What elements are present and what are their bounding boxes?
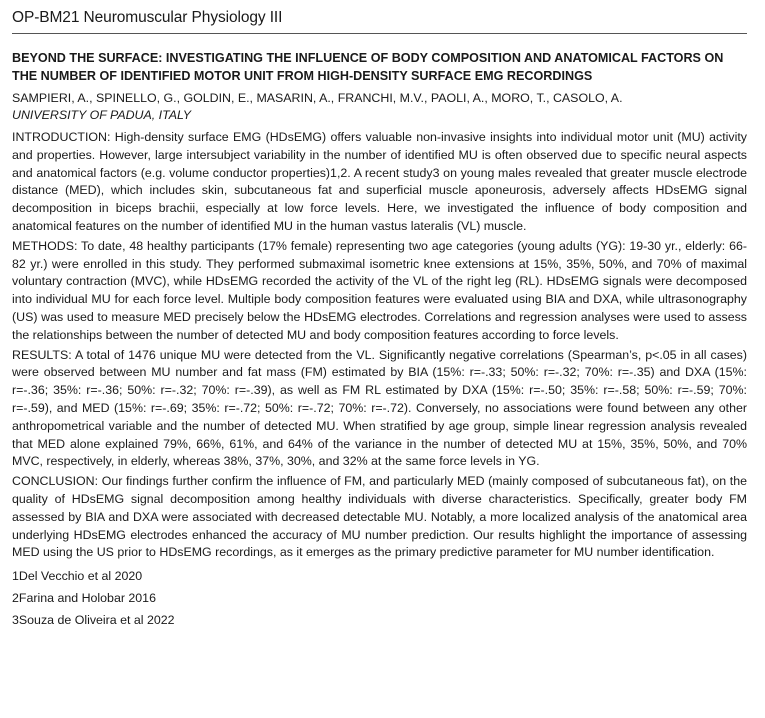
abstract-title: BEYOND THE SURFACE: INVESTIGATING THE INFLUENCE OF BODY COMPOSITION AND ANATOMICAL FACTORS ON THE NUMBER OF IDENTIFIED MOTOR UNIT FROM HIGH-DENSITY SURFACE EMG RECORDINGS — [12, 51, 724, 83]
reference-item: 3Souza de Oliveira et al 2022 — [12, 613, 175, 628]
session-header: OP-BM21 Neuromuscular Physiology III — [12, 8, 747, 34]
methods-paragraph: METHODS: To date, 48 healthy participants (17% female) representing two age categories (young adults (YG): 19-30 yr., elderly: 66-82 yr.) were enrolled in this study. They performed submaximal isometric knee extensions at 15%, 35%, 50%, and 70% of maximal voluntary contraction (MVC), while HDsEMG recorded the activity of the VL of the right leg (RL). HDsEMG signals were decomposed into individual MU for each force level. Multiple body composition features were evaluated using BIA and DXA, while ultrasonography (US) was used to measure MED precisely below the HDsEMG electrodes. Correlations and regression analyses were used to assess the relationships between the number of detected MU and body composition features according to force levels. — [12, 238, 747, 342]
reference-item: 1Del Vecchio et al 2020 — [12, 569, 143, 584]
introduction-paragraph: INTRODUCTION: High-density surface EMG (HDsEMG) offers valuable non-invasive insights into individual motor unit (MU) activity and properties. However, large intersubject variability in the number of identified MU is often observed due to specific neural aspects and anatomical factors (e.g. volume conductor properties)1,2. A recent study3 on young males revealed that greater muscle electrode distance (MED), which includes skin, subcutaneous fat and superficial muscle aponeurosis, adversely affects HDsEMG signal decomposition in biceps brachii, especially at low force levels. Here, we investigated the influence of body composition and anatomical features on the number of identified MU in the human vastus lateralis (VL) muscle. — [12, 130, 747, 233]
reference-item: 2Farina and Holobar 2016 — [12, 591, 156, 606]
author-list: SAMPIERI, A., SPINELLO, G., GOLDIN, E., MASARIN, A., FRANCHI, M.V., PAOLI, A., MORO, T., CASOLO, A. — [12, 91, 623, 105]
abstract-page — [12, 8, 747, 634]
results-paragraph: RESULTS: A total of 1476 unique MU were detected from the VL. Significantly negative correlations (Spearman’s, p<.05 in all cases) were observed between MU number and fat mass (FM) estimated by BIA (15%: r=-.33; 50%: r=-.32; 70%: r=-.35) and DXA (15%: r=-.36; 35%: r=-.36; 50%: r=-.32; 70%: r=-.39), as well as FM RL estimated by DXA (15%: r=-.50; 35%: r=-.58; 50%: r=-.59; 70%: r=-.59), and MED (15%: r=-.69; 35%: r=-.72; 50%: r=-.72; 70%: r=-.72). Conversely, no associations were found between any other anthropometrical variable and the number of detected MU. When stratified by age group, simple linear regression analysis revealed that MED alone explained 79%, 66%, 61%, and 64% of the variance in the number of detected MU at 15%, 35%, 50%, and 70% MVC, respectively, in elderly, whereas 38%, 37%, 30%, and 32% at the same force levels in YG. — [12, 347, 747, 469]
affiliation: UNIVERSITY OF PADUA, ITALY — [12, 108, 192, 122]
conclusion-paragraph: CONCLUSION: Our findings further confirm the influence of FM, and particularly MED (mainly composed of subcutaneous fat), on the quality of HDsEMG signal decomposition among healthy individuals with diverse characteristics. Specifically, greater body FM assessed by BIA and DXA were associated with decreased detectable MU. Notably, a more localized analysis of the anatomical area underlying HDsEMG electrodes enhanced the accuracy of MU number prediction. Our results highlight the importance of assessing MED using the US prior to HDsEMG recordings, as it emerges as the primary predictive parameter for MU number identification. — [12, 474, 747, 560]
reference-list — [12, 568, 747, 629]
